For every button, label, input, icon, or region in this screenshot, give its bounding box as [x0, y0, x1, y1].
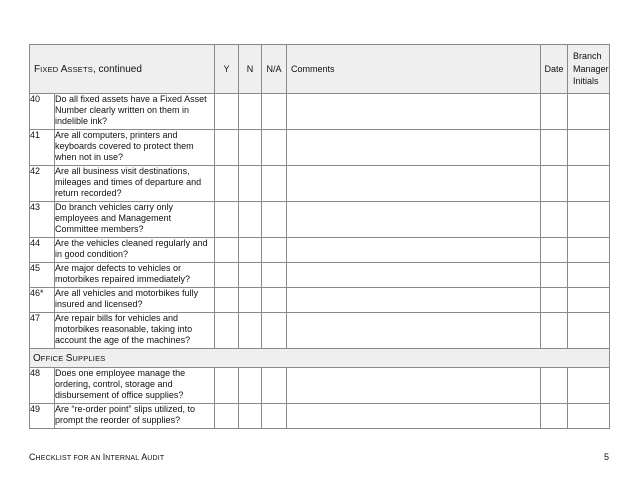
answer-na-cell[interactable] [262, 238, 287, 263]
question-text: Are the vehicles cleaned regularly and in good condition? [55, 238, 215, 263]
section-header-row [30, 349, 610, 368]
table-row [30, 94, 610, 130]
answer-na-cell[interactable] [262, 288, 287, 313]
question-text: Do all fixed assets have a Fixed Asset Number clearly written on them in indelible ink? [55, 94, 215, 130]
question-number: 45 [30, 263, 55, 288]
answer-yes-cell[interactable] [215, 94, 239, 130]
column-header-initials: Branch Manager Initials [568, 45, 610, 94]
answer-no-cell[interactable] [239, 130, 262, 166]
answer-no-cell[interactable] [239, 238, 262, 263]
answer-na-cell[interactable] [262, 166, 287, 202]
initials-cell[interactable] [568, 166, 610, 202]
section-title-fixed-assets: FIXED ASSETS, continued [30, 45, 215, 94]
answer-yes-cell[interactable] [215, 404, 239, 429]
question-number: 44 [30, 238, 55, 263]
initials-cell[interactable] [568, 94, 610, 130]
date-cell[interactable] [541, 202, 568, 238]
table-row [30, 288, 610, 313]
date-cell[interactable] [541, 263, 568, 288]
answer-na-cell[interactable] [262, 404, 287, 429]
question-number: 46* [30, 288, 55, 313]
date-cell[interactable] [541, 166, 568, 202]
question-text: Are all business visit destinations, mileages and times of departure and return recorded? [55, 166, 215, 202]
answer-no-cell[interactable] [239, 202, 262, 238]
question-text: Are major defects to vehicles or motorbikes repaired immediately? [55, 263, 215, 288]
answer-no-cell[interactable] [239, 313, 262, 349]
comments-cell[interactable] [287, 368, 541, 404]
initials-cell[interactable] [568, 263, 610, 288]
answer-yes-cell[interactable] [215, 130, 239, 166]
date-cell[interactable] [541, 404, 568, 429]
answer-na-cell[interactable] [262, 130, 287, 166]
question-text: Are all computers, printers and keyboards covered to protect them when not in use? [55, 130, 215, 166]
answer-no-cell[interactable] [239, 368, 262, 404]
answer-yes-cell[interactable] [215, 313, 239, 349]
answer-yes-cell[interactable] [215, 238, 239, 263]
question-number: 49 [30, 404, 55, 429]
initials-cell[interactable] [568, 404, 610, 429]
question-number: 41 [30, 130, 55, 166]
question-number: 47 [30, 313, 55, 349]
table-row [30, 202, 610, 238]
question-number: 42 [30, 166, 55, 202]
question-number: 48 [30, 368, 55, 404]
comments-cell[interactable] [287, 166, 541, 202]
question-number: 40 [30, 94, 55, 130]
answer-na-cell[interactable] [262, 94, 287, 130]
initials-cell[interactable] [568, 313, 610, 349]
question-text: Does one employee manage the ordering, control, storage and disbursement of office supplies? [55, 368, 215, 404]
question-text: Do branch vehicles carry only employees and Management Committee members? [55, 202, 215, 238]
table-row [30, 404, 610, 429]
table-row [30, 238, 610, 263]
comments-cell[interactable] [287, 238, 541, 263]
section-title-office-supplies: OFFICE SUPPLIES [30, 349, 610, 368]
answer-yes-cell[interactable] [215, 288, 239, 313]
column-header-no: N [239, 45, 262, 94]
comments-cell[interactable] [287, 288, 541, 313]
comments-cell[interactable] [287, 202, 541, 238]
date-cell[interactable] [541, 130, 568, 166]
column-header-comments: Comments [287, 45, 541, 94]
answer-yes-cell[interactable] [215, 368, 239, 404]
answer-no-cell[interactable] [239, 404, 262, 429]
initials-cell[interactable] [568, 202, 610, 238]
initials-cell[interactable] [568, 368, 610, 404]
comments-cell[interactable] [287, 263, 541, 288]
date-cell[interactable] [541, 94, 568, 130]
comments-cell[interactable] [287, 313, 541, 349]
audit-checklist-table [29, 44, 610, 429]
answer-yes-cell[interactable] [215, 166, 239, 202]
answer-yes-cell[interactable] [215, 202, 239, 238]
answer-no-cell[interactable] [239, 166, 262, 202]
table-row [30, 263, 610, 288]
question-text: Are all vehicles and motorbikes fully insured and licensed? [55, 288, 215, 313]
answer-no-cell[interactable] [239, 94, 262, 130]
answer-no-cell[interactable] [239, 288, 262, 313]
column-header-na: N/A [262, 45, 287, 94]
table-row [30, 313, 610, 349]
table-header-row [30, 45, 610, 94]
comments-cell[interactable] [287, 404, 541, 429]
date-cell[interactable] [541, 238, 568, 263]
column-header-yes: Y [215, 45, 239, 94]
question-text: Are repair bills for vehicles and motorbikes reasonable, taking into account the age of the machines? [55, 313, 215, 349]
table-row [30, 130, 610, 166]
date-cell[interactable] [541, 313, 568, 349]
answer-no-cell[interactable] [239, 263, 262, 288]
answer-na-cell[interactable] [262, 368, 287, 404]
date-cell[interactable] [541, 368, 568, 404]
question-number: 43 [30, 202, 55, 238]
answer-na-cell[interactable] [262, 313, 287, 349]
initials-cell[interactable] [568, 288, 610, 313]
table-row [30, 368, 610, 404]
comments-cell[interactable] [287, 130, 541, 166]
initials-cell[interactable] [568, 238, 610, 263]
table-row [30, 166, 610, 202]
date-cell[interactable] [541, 288, 568, 313]
column-header-date: Date [541, 45, 568, 94]
question-text: Are “re-order point” slips utilized, to prompt the reorder of supplies? [55, 404, 215, 429]
initials-cell[interactable] [568, 130, 610, 166]
answer-na-cell[interactable] [262, 202, 287, 238]
footer-document-title: CHECKLIST FOR AN INTERNAL AUDIT [29, 452, 165, 462]
page-number: 5 [604, 452, 610, 462]
answer-yes-cell[interactable] [215, 263, 239, 288]
comments-cell[interactable] [287, 94, 541, 130]
answer-na-cell[interactable] [262, 263, 287, 288]
